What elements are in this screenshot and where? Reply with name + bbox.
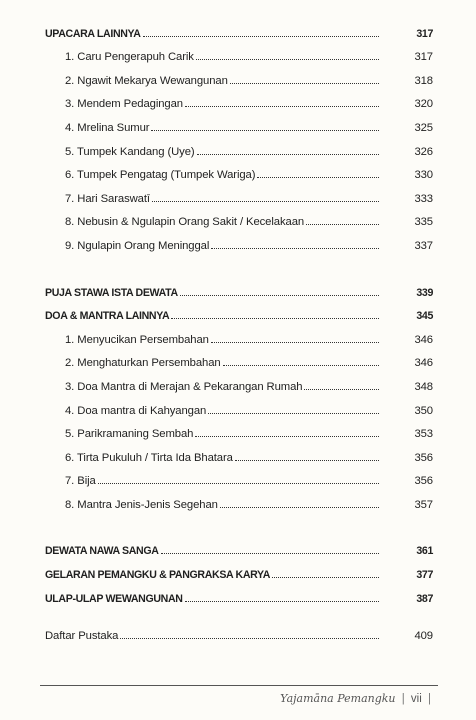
- toc-item[interactable]: [45, 464, 433, 488]
- toc-item-title: 1. Menyucikan Persembahan: [65, 333, 209, 346]
- dot-leader: [185, 601, 379, 602]
- toc-item-title: 8. Mantra Jenis-Jenis Segehan: [65, 498, 218, 511]
- dot-leader: [185, 106, 379, 107]
- toc-item[interactable]: [45, 134, 433, 158]
- toc-item-title: 9. Ngulapin Orang Meninggal: [65, 239, 210, 252]
- toc-page-number: 317: [414, 51, 433, 64]
- dot-leader: [180, 295, 379, 296]
- toc-item-title: 5. Tumpek Kandang (Uye): [65, 145, 195, 158]
- toc-heading-gelaran-pemangku[interactable]: [45, 557, 433, 581]
- toc-page-number: 377: [416, 569, 433, 582]
- toc-page-number: 353: [414, 428, 433, 441]
- dot-leader: [230, 83, 379, 84]
- toc-item-title: 1. Caru Pengerapuh Carik: [65, 51, 194, 64]
- toc-page-number: 345: [416, 310, 433, 323]
- dot-leader: [161, 553, 379, 554]
- footer-closing-bar: |: [428, 693, 431, 705]
- toc-item[interactable]: [45, 181, 433, 205]
- dot-leader: [223, 365, 379, 366]
- toc-item[interactable]: [45, 63, 433, 87]
- dot-leader: [257, 177, 379, 178]
- dot-leader: [272, 577, 379, 578]
- toc-page-number: 346: [414, 333, 433, 346]
- toc-heading-puja-stawa[interactable]: [45, 275, 433, 299]
- toc-item-title: Daftar Pustaka: [45, 630, 119, 643]
- toc-page-number: 348: [414, 380, 433, 393]
- dot-leader: [197, 154, 379, 155]
- dot-leader: [211, 248, 379, 249]
- toc-page-number: 409: [414, 630, 433, 643]
- toc-heading-title: DOA & MANTRA LAINNYA: [45, 310, 170, 323]
- toc-page-number: 346: [414, 357, 433, 370]
- dot-leader: [235, 460, 379, 461]
- toc-item[interactable]: [45, 205, 433, 229]
- toc-heading-title: UPACARA LAINNYA: [45, 27, 141, 40]
- section-spacer: [45, 511, 433, 534]
- toc-item-title: 3. Mendem Pedagingan: [65, 98, 183, 111]
- dot-leader: [143, 36, 379, 37]
- table-of-contents: [45, 16, 433, 642]
- toc-heading-dewata-nawa-sanga[interactable]: [45, 534, 433, 558]
- toc-item-title: 5. Parikramaning Sembah: [65, 428, 194, 441]
- toc-page-number: 361: [416, 545, 433, 558]
- dot-leader: [120, 638, 379, 639]
- toc-page-number: 320: [414, 98, 433, 111]
- dot-leader: [151, 130, 379, 131]
- toc-page-number: 325: [414, 121, 433, 134]
- toc-page-number: 350: [414, 404, 433, 417]
- toc-item-title: 6. Tumpek Pengatag (Tumpek Wariga): [65, 169, 256, 182]
- toc-heading-upacara-lainnya[interactable]: [45, 16, 433, 40]
- toc-item-title: 3. Doa Mantra di Merajan & Pekarangan Rumah: [65, 380, 303, 393]
- toc-item-title: 7. Bija: [65, 475, 96, 488]
- toc-item-title: 4. Mrelina Sumur: [65, 121, 150, 134]
- dot-leader: [304, 389, 379, 390]
- toc-item[interactable]: [45, 322, 433, 346]
- dot-leader: [171, 318, 379, 319]
- toc-item[interactable]: [45, 40, 433, 64]
- section-spacer: [45, 252, 433, 275]
- section-spacer: [45, 605, 433, 619]
- toc-item[interactable]: [45, 417, 433, 441]
- toc-item[interactable]: [45, 393, 433, 417]
- toc-page-number: 357: [414, 498, 433, 511]
- dot-leader: [196, 59, 379, 60]
- toc-item[interactable]: [45, 346, 433, 370]
- toc-page-number: 330: [414, 169, 433, 182]
- toc-item[interactable]: [45, 440, 433, 464]
- toc-item-title: 2. Menghaturkan Persembahan: [65, 357, 221, 370]
- dot-leader: [220, 507, 379, 508]
- toc-page-number: 339: [416, 286, 433, 299]
- dot-leader: [211, 342, 379, 343]
- toc-item-title: 2. Ngawit Mekarya Wewangunan: [65, 74, 228, 87]
- toc-heading-title: PUJA STAWA ISTA DEWATA: [45, 286, 178, 299]
- running-footer: [280, 692, 434, 705]
- toc-item-title: 8. Nebusin & Ngulapin Orang Sakit / Kecelakaan: [65, 216, 305, 229]
- toc-item[interactable]: [45, 228, 433, 252]
- toc-heading-ulap-ulap[interactable]: [45, 581, 433, 605]
- toc-page-number: 333: [414, 192, 433, 205]
- toc-page-number: 337: [414, 239, 433, 252]
- toc-item-title: 7. Hari Saraswatī: [65, 192, 150, 205]
- toc-item[interactable]: [45, 369, 433, 393]
- dot-leader: [195, 436, 379, 437]
- toc-item[interactable]: [45, 87, 433, 111]
- toc-item[interactable]: [45, 110, 433, 134]
- toc-page-number: 356: [414, 451, 433, 464]
- toc-page-number: 387: [416, 592, 433, 605]
- dot-leader: [152, 201, 379, 202]
- page-number: vii: [410, 693, 422, 705]
- toc-item-title: 4. Doa mantra di Kahyangan: [65, 404, 207, 417]
- toc-page-number: 317: [416, 27, 433, 40]
- toc-page-number: 335: [414, 216, 433, 229]
- footer-rule: [40, 685, 438, 686]
- toc-heading-title: DEWATA NAWA SANGA: [45, 545, 159, 558]
- toc-heading-title: GELARAN PEMANGKU & PANGRAKSA KARYA: [45, 569, 271, 582]
- dot-leader: [306, 224, 379, 225]
- dot-leader: [98, 483, 379, 484]
- toc-heading-doa-mantra[interactable]: [45, 299, 433, 323]
- toc-item-daftar-pustaka[interactable]: [45, 619, 433, 643]
- toc-page-number: 326: [414, 145, 433, 158]
- toc-page-number: 318: [414, 74, 433, 87]
- toc-item-title: 6. Tirta Pukuluh / Tirta Ida Bhatara: [65, 451, 233, 464]
- toc-item[interactable]: [45, 158, 433, 182]
- book-title: Yajamāna Pemangku: [280, 692, 396, 705]
- toc-heading-title: ULAP-ULAP WEWANGUNAN: [45, 592, 183, 605]
- toc-page-number: 356: [414, 475, 433, 488]
- dot-leader: [208, 413, 379, 414]
- footer-separator: |: [401, 693, 405, 705]
- toc-item[interactable]: [45, 487, 433, 511]
